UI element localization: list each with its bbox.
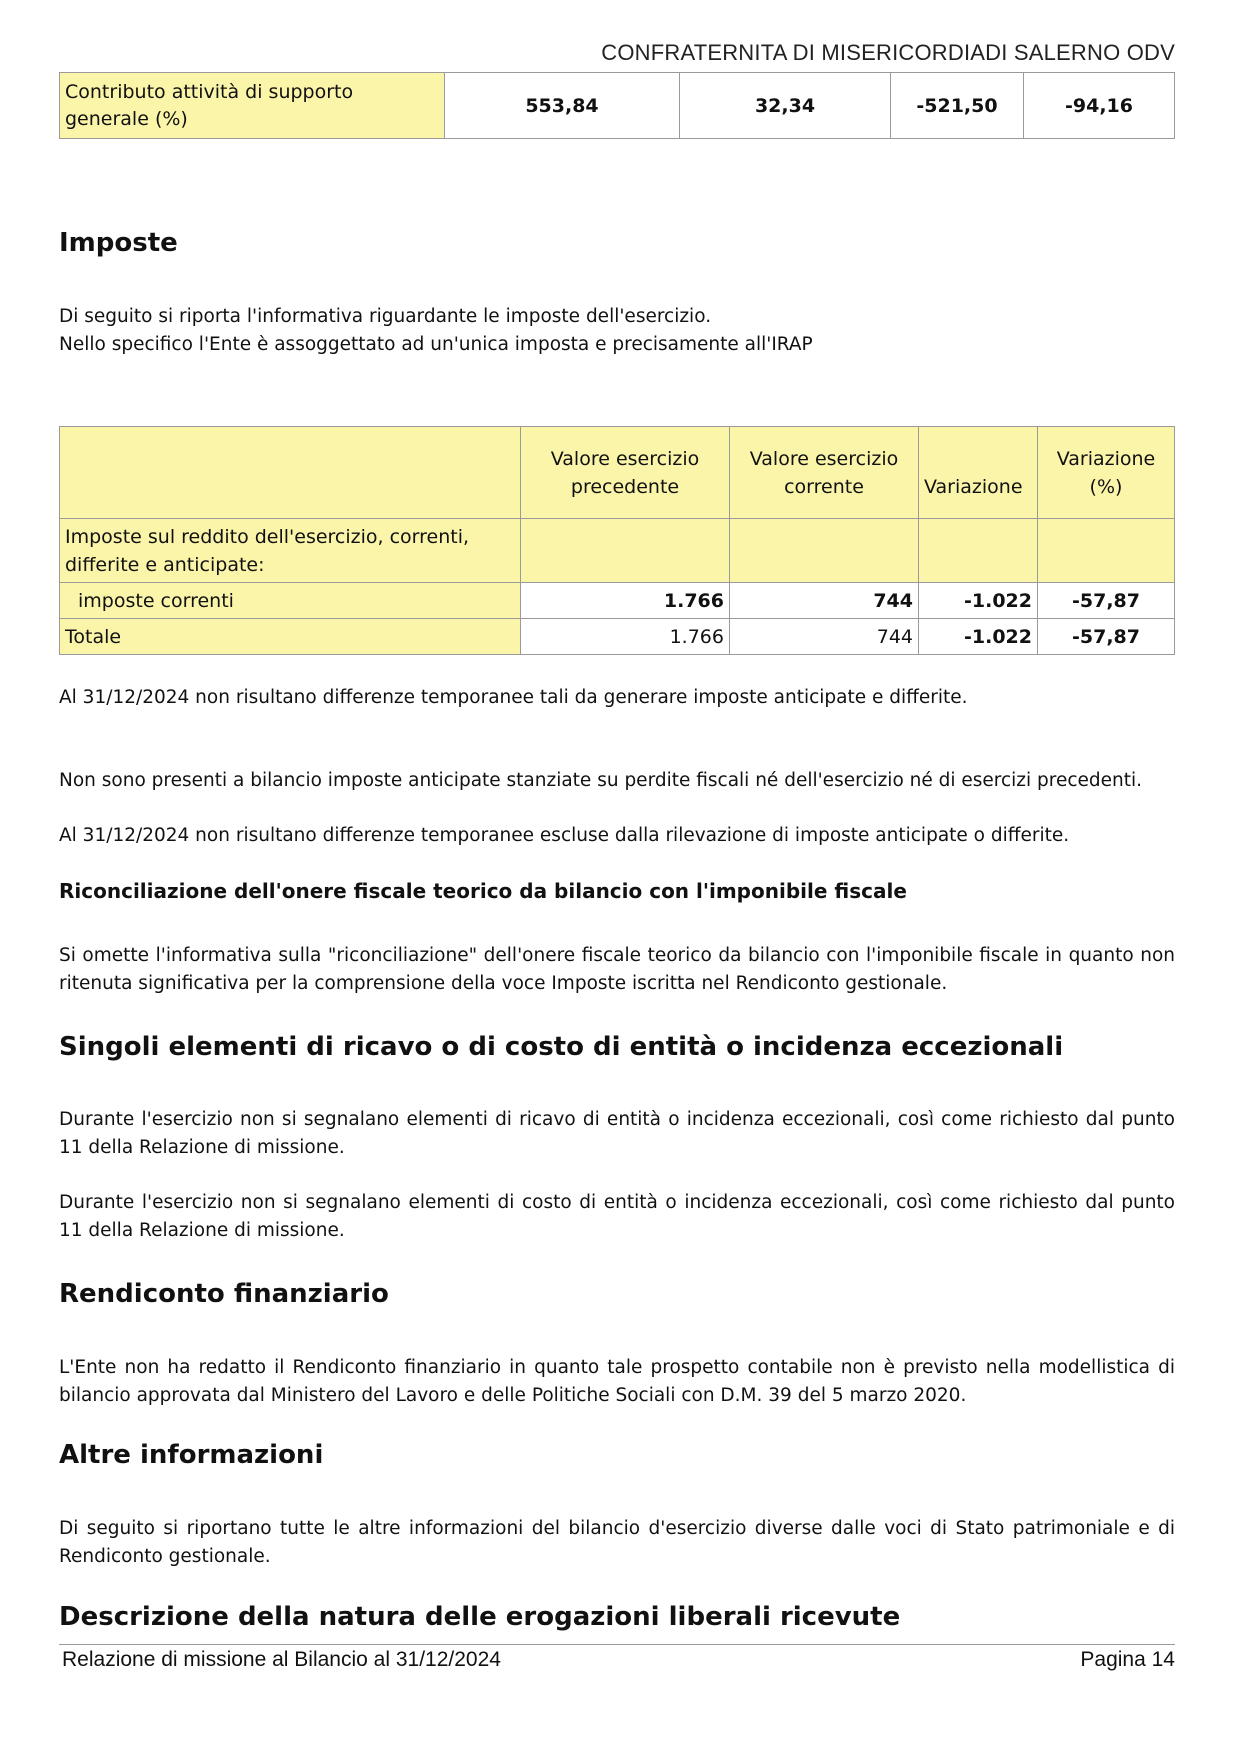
running-header: CONFRATERNITA DI MISERICORDIADI SALERNO ODV xyxy=(601,40,1175,65)
paragraph: Durante l'esercizio non si segnalano elementi di costo di entità o incidenza eccezionali, così come richiesto dal punto 11 della Relazione di missione. xyxy=(59,1192,1175,1241)
paragraph: Si omette l'informativa sulla "riconciliazione" dell'onere fiscale teorico da bilancio con l'imponibile fiscale in quanto non ritenuta significativa per la comprensione della voce Imposte iscritta nel Rendiconto gestionale. xyxy=(59,945,1175,994)
column-header: Valore esercizio corrente xyxy=(730,427,919,519)
cell-value: -57,87 xyxy=(1038,583,1175,619)
cell-value: 1.766 xyxy=(521,583,730,619)
column-header: Variazione (%) xyxy=(1038,427,1175,519)
paragraph: Di seguito si riporta l'informativa riguardante le imposte dell'esercizio. xyxy=(59,306,712,327)
cell-value: -94,16 xyxy=(1024,73,1175,139)
footer-divider xyxy=(59,1644,1175,1645)
column-header: Valore esercizio precedente xyxy=(521,427,730,519)
subsection-title-riconciliazione: Riconciliazione dell'onere fiscale teorico da bilancio con l'imponibile fiscale xyxy=(59,879,907,903)
paragraph: Nello specifico l'Ente è assoggettato ad un'unica imposta e precisamente all'IRAP xyxy=(59,334,813,355)
section-title-singoli-elementi: Singoli elementi di ricavo o di costo di entità o incidenza eccezionali xyxy=(59,1032,1064,1062)
empty-cell xyxy=(521,519,730,583)
paragraph: L'Ente non ha redatto il Rendiconto finanziario in quanto tale prospetto contabile non è previsto nella modellistica di bilancio approvata dal Ministero del Lavoro e delle Politiche Sociali con D.M. 39 del 5 marzo 2020. xyxy=(59,1357,1175,1406)
paragraph: Durante l'esercizio non si segnalano elementi di ricavo di entità o incidenza eccezionali, così come richiesto dal punto 11 della Relazione di missione. xyxy=(59,1109,1175,1158)
empty-cell xyxy=(919,519,1038,583)
section-title-rendiconto: Rendiconto finanziario xyxy=(59,1279,389,1309)
empty-cell xyxy=(1038,519,1175,583)
cell-value: -57,87 xyxy=(1038,619,1175,655)
cell-value: 1.766 xyxy=(521,619,730,655)
cell-value: 553,84 xyxy=(445,73,680,139)
row-label: imposte correnti xyxy=(60,583,521,619)
cell-value: 744 xyxy=(730,619,919,655)
cell-value: 744 xyxy=(730,583,919,619)
group-label: Imposte sul reddito dell'esercizio, correnti, differite e anticipate: xyxy=(60,519,521,583)
cell-value: -521,50 xyxy=(891,73,1024,139)
row-label: Contributo attività di supporto generale (%) xyxy=(60,73,445,139)
section-title-altre-informazioni: Altre informazioni xyxy=(59,1440,324,1470)
cell-value: 32,34 xyxy=(680,73,891,139)
paragraph: Al 31/12/2024 non risultano differenze temporanee escluse dalla rilevazione di imposte anticipate o differite. xyxy=(59,825,1070,846)
column-header: Variazione xyxy=(919,427,1038,519)
section-title-imposte: Imposte xyxy=(59,228,178,258)
section-title-erogazioni: Descrizione della natura delle erogazioni liberali ricevute xyxy=(59,1602,901,1632)
row-label: Totale xyxy=(60,619,521,655)
footer-left: Relazione di missione al Bilancio al 31/12/2024 xyxy=(62,1648,501,1671)
paragraph: Non sono presenti a bilancio imposte anticipate stanziate su perdite fiscali né dell'esercizio né di esercizi precedenti. xyxy=(59,770,1143,791)
empty-cell xyxy=(730,519,919,583)
cell-value: -1.022 xyxy=(919,583,1038,619)
paragraph: Di seguito si riportano tutte le altre informazioni del bilancio d'esercizio diverse dalle voci di Stato patrimoniale e di Rendiconto gestionale. xyxy=(59,1518,1175,1567)
header-empty-cell xyxy=(60,427,521,519)
imposte-table xyxy=(59,426,1175,655)
cell-value: -1.022 xyxy=(919,619,1038,655)
supporto-generale-table xyxy=(59,72,1175,139)
paragraph: Al 31/12/2024 non risultano differenze temporanee tali da generare imposte anticipate e differite. xyxy=(59,687,968,708)
page-number: Pagina 14 xyxy=(1080,1648,1175,1671)
